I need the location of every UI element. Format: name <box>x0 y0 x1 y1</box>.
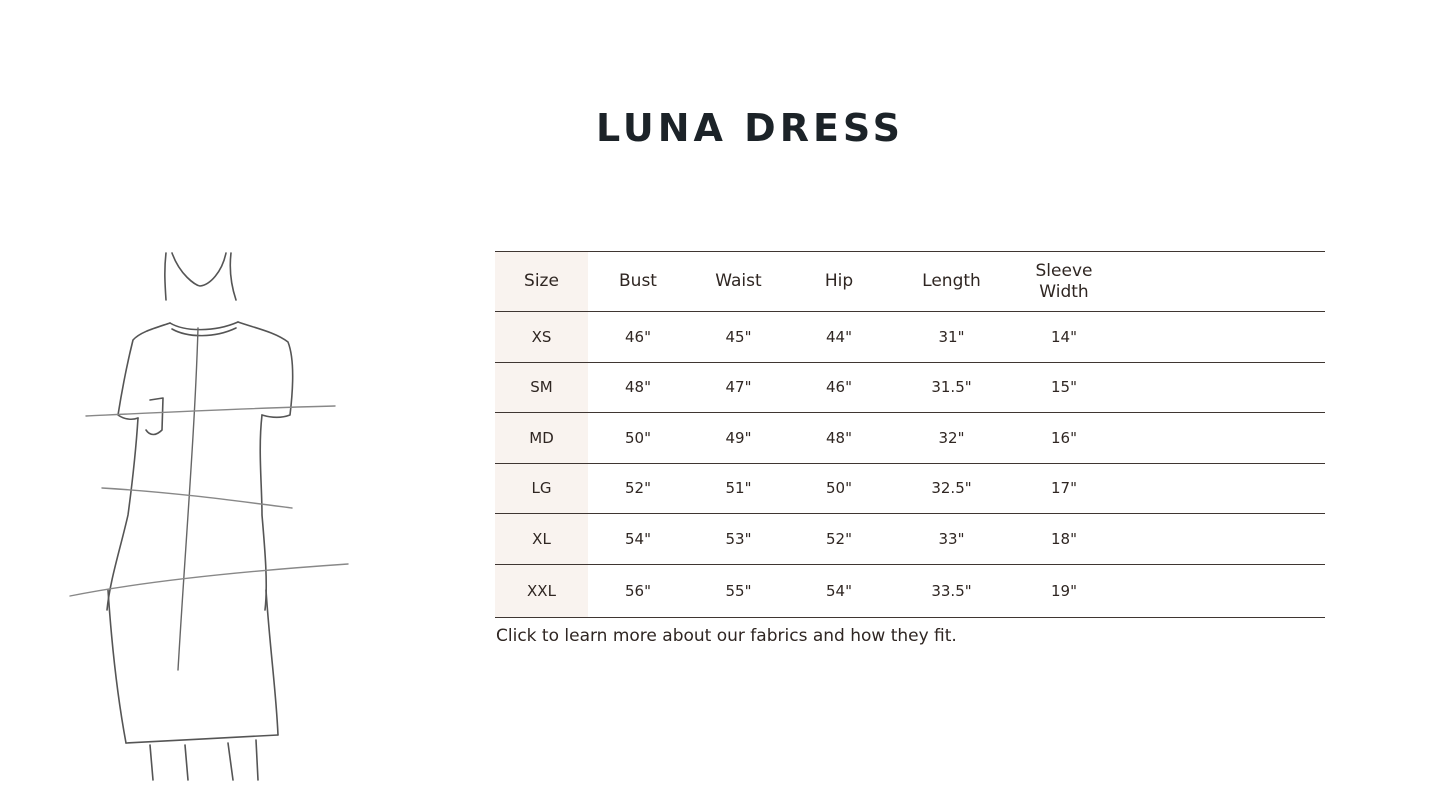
fabrics-fit-link[interactable]: Click to learn more about our fabrics and how they fit. <box>496 626 957 646</box>
cell-length: 31" <box>889 312 1014 363</box>
header-waist: Waist <box>688 252 789 312</box>
cell-length: 33" <box>889 514 1014 565</box>
cell-bust: 56" <box>588 564 688 617</box>
cell-length: 33.5" <box>889 564 1014 617</box>
header-bust: Bust <box>588 252 688 312</box>
table-header-row <box>495 252 1325 312</box>
cell-bust: 54" <box>588 514 688 565</box>
cell-empty <box>1114 362 1325 413</box>
cell-size: XL <box>495 514 588 565</box>
cell-sleeve-width: 14" <box>1014 312 1114 363</box>
cell-waist: 45" <box>688 312 789 363</box>
cell-hip: 46" <box>789 362 889 413</box>
header-sleeve-width-label: Sleeve Width <box>1035 260 1093 302</box>
cell-hip: 48" <box>789 413 889 464</box>
table-row <box>495 564 1325 617</box>
cell-empty <box>1114 312 1325 363</box>
cell-size: SM <box>495 362 588 413</box>
cell-hip: 44" <box>789 312 889 363</box>
table-row <box>495 514 1325 565</box>
cell-empty <box>1114 514 1325 565</box>
header-hip: Hip <box>789 252 889 312</box>
cell-size: XXL <box>495 564 588 617</box>
header-length: Length <box>889 252 1014 312</box>
cell-sleeve-width: 15" <box>1014 362 1114 413</box>
cell-empty <box>1114 564 1325 617</box>
cell-size: XS <box>495 312 588 363</box>
cell-hip: 52" <box>789 514 889 565</box>
cell-size: MD <box>495 413 588 464</box>
cell-bust: 50" <box>588 413 688 464</box>
cell-hip: 54" <box>789 564 889 617</box>
header-size: Size <box>495 252 588 312</box>
dress-sketch-illustration <box>0 250 400 790</box>
cell-hip: 50" <box>789 463 889 514</box>
cell-sleeve-width: 19" <box>1014 564 1114 617</box>
cell-size: LG <box>495 463 588 514</box>
cell-waist: 49" <box>688 413 789 464</box>
cell-bust: 46" <box>588 312 688 363</box>
cell-waist: 51" <box>688 463 789 514</box>
cell-sleeve-width: 17" <box>1014 463 1114 514</box>
page-title: LUNA DRESS <box>596 106 904 150</box>
size-chart-table <box>495 251 1325 618</box>
table-row <box>495 463 1325 514</box>
header-empty <box>1114 252 1325 312</box>
cell-length: 31.5" <box>889 362 1014 413</box>
cell-waist: 53" <box>688 514 789 565</box>
cell-bust: 52" <box>588 463 688 514</box>
table-row <box>495 312 1325 363</box>
header-sleeve-width <box>1014 252 1114 312</box>
cell-sleeve-width: 18" <box>1014 514 1114 565</box>
cell-length: 32" <box>889 413 1014 464</box>
table-row <box>495 362 1325 413</box>
cell-bust: 48" <box>588 362 688 413</box>
cell-length: 32.5" <box>889 463 1014 514</box>
cell-empty <box>1114 413 1325 464</box>
table-row <box>495 413 1325 464</box>
cell-empty <box>1114 463 1325 514</box>
cell-waist: 47" <box>688 362 789 413</box>
cell-waist: 55" <box>688 564 789 617</box>
cell-sleeve-width: 16" <box>1014 413 1114 464</box>
